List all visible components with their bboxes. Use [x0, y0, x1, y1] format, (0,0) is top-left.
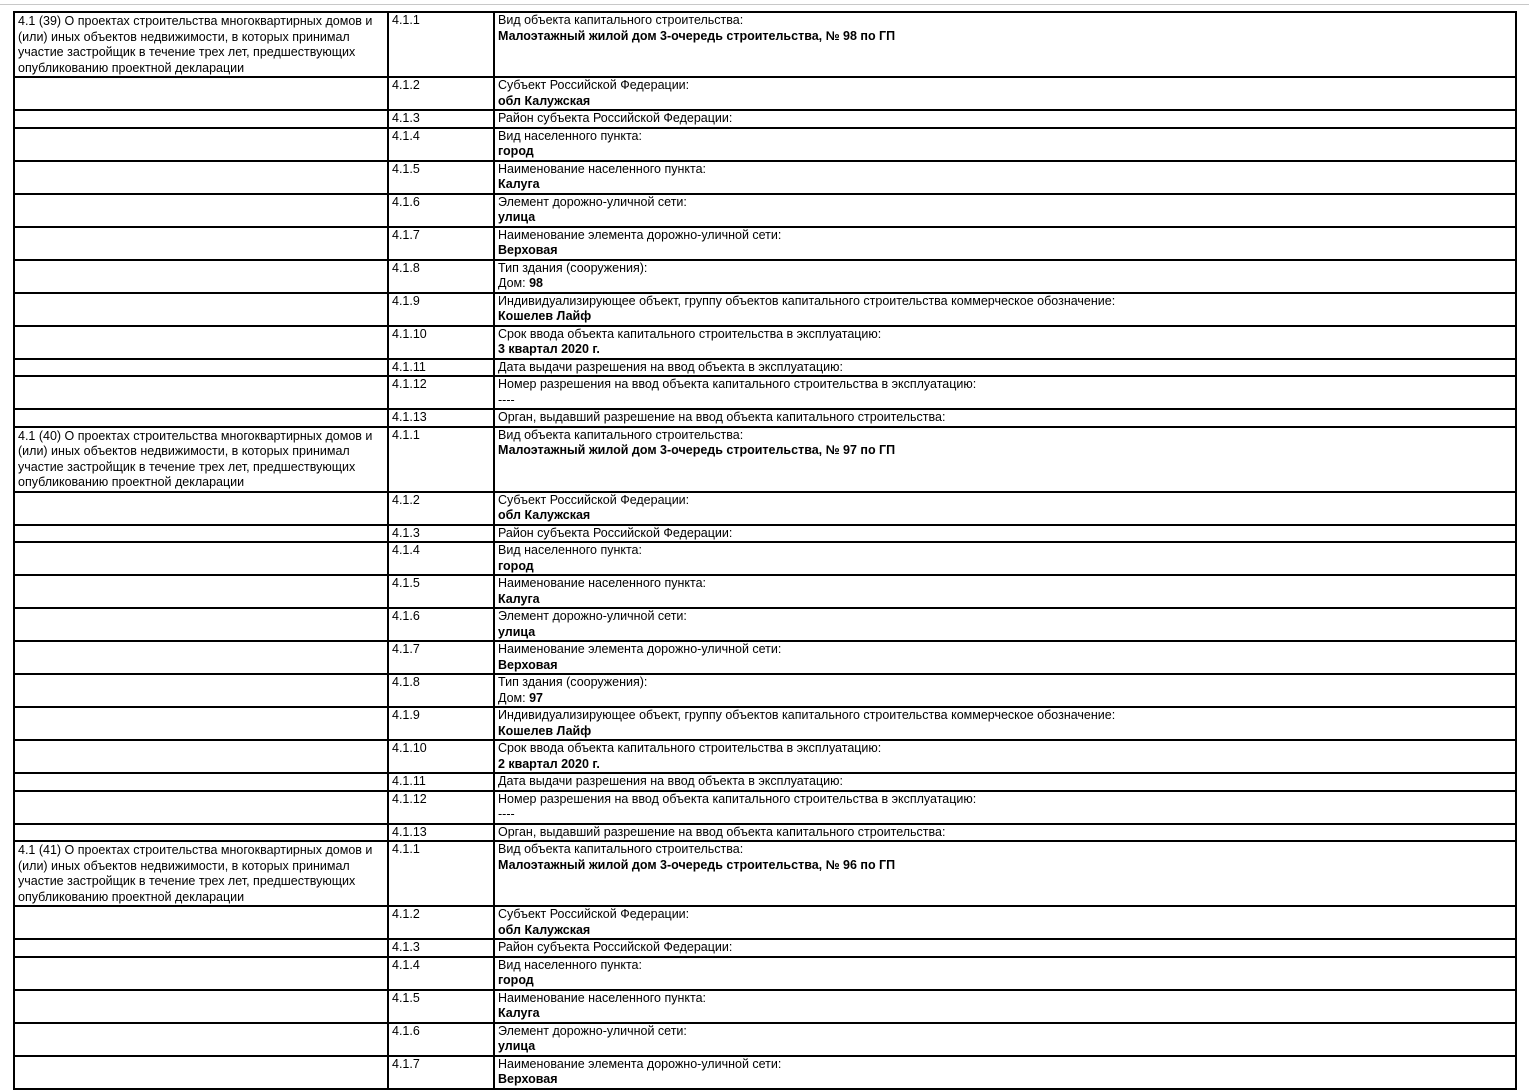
field-value-line [498, 393, 1512, 409]
row-content-cell [494, 227, 1516, 260]
field-label: Элемент дорожно-уличной сети: [498, 1023, 687, 1038]
row-code: 4.1.7 [388, 641, 494, 674]
field-value-line [498, 276, 1512, 292]
row-content-cell [494, 128, 1516, 161]
row-code: 4.1.3 [388, 939, 494, 957]
row-content-cell [494, 77, 1516, 110]
field-value-line [498, 858, 1512, 874]
row-code: 4.1.8 [388, 674, 494, 707]
row-code: 4.1.7 [388, 1056, 494, 1089]
row-content-cell [494, 957, 1516, 990]
field-label: Район субъекта Российской Федерации: [498, 525, 733, 540]
field-label: Наименование элемента дорожно-уличной сети: [498, 642, 782, 656]
field-label: Тип здания (сооружения): [498, 260, 648, 275]
field-label: Вид населенного пункта: [498, 128, 642, 143]
field-value-line [498, 342, 1512, 358]
section-description-cell [14, 674, 388, 707]
row-content-cell [494, 194, 1516, 227]
field-value: улица [498, 624, 536, 639]
section-description [18, 360, 384, 361]
field-value: ---- [498, 392, 515, 407]
table-row [14, 990, 1516, 1023]
row-content-cell [494, 110, 1516, 128]
row-code: 4.1.13 [388, 409, 494, 427]
field-value: обл Калужская [498, 508, 591, 522]
row-content-cell [494, 376, 1516, 409]
field-value-line [498, 757, 1512, 773]
section-description [18, 327, 384, 328]
field-value: улица [498, 1039, 536, 1053]
field-value: улица [498, 210, 536, 224]
field-value-line [498, 559, 1512, 575]
section-description: 4.1 (41) О проектах строительства многоквартирных домов и (или) иных объектов недвижимости, в которых принимал участие застройщик в течение трех лет, предшествующих опубликованию проектной декларации [18, 843, 373, 904]
section-description-cell [14, 359, 388, 377]
field-label: Индивидуализирующее объект, группу объектов капитального строительства коммерческое обозначение: [498, 708, 1116, 722]
section-description [18, 129, 384, 130]
field-label: Срок ввода объекта капитального строительства в эксплуатацию: [498, 326, 882, 341]
section-description-cell [14, 77, 388, 110]
section-description [18, 642, 384, 643]
field-value: Кошелев Лайф [498, 723, 592, 738]
row-content-cell [494, 641, 1516, 674]
table-row [14, 260, 1516, 293]
row-content-cell [494, 12, 1516, 77]
table-row [14, 957, 1516, 990]
section-description [18, 195, 384, 196]
field-value-line [498, 625, 1512, 641]
table-row [14, 194, 1516, 227]
row-code: 4.1.4 [388, 542, 494, 575]
section-description: 4.1 (40) О проектах строительства многоквартирных домов и (или) иных объектов недвижимости, в которых принимал участие застройщик в течение трех лет, предшествующих опубликованию проектной декларации [18, 428, 373, 489]
table-row [14, 161, 1516, 194]
table-row [14, 740, 1516, 773]
field-value: Малоэтажный жилой дом 3-очередь строительства, № 97 по ГП [498, 443, 896, 457]
field-value-line [498, 443, 1512, 459]
section-description-cell [14, 990, 388, 1023]
table-row [14, 525, 1516, 543]
field-value-line [498, 144, 1512, 160]
row-content-cell [494, 824, 1516, 842]
section-description-cell [14, 227, 388, 260]
field-label: Наименование элемента дорожно-уличной сети: [498, 227, 782, 242]
field-label: Срок ввода объекта капитального строительства в эксплуатацию: [498, 741, 882, 755]
section-description-cell [14, 260, 388, 293]
table-row [14, 110, 1516, 128]
row-code: 4.1.13 [388, 824, 494, 842]
row-code: 4.1.10 [388, 740, 494, 773]
table-row [14, 575, 1516, 608]
field-value: Калуга [498, 177, 540, 191]
row-content-cell [494, 906, 1516, 939]
row-content-cell [494, 326, 1516, 359]
section-description-cell [14, 194, 388, 227]
table-row [14, 841, 1516, 906]
section-description [18, 940, 384, 941]
row-content-cell [494, 740, 1516, 773]
section-description-cell [14, 427, 388, 492]
section-description [18, 111, 384, 112]
field-value: Верховая [498, 657, 558, 672]
row-code: 4.1.1 [388, 12, 494, 77]
field-value-line [498, 508, 1512, 524]
row-content-cell [494, 260, 1516, 293]
section-description-cell [14, 376, 388, 409]
table-row [14, 608, 1516, 641]
row-code: 4.1.4 [388, 128, 494, 161]
section-description-cell [14, 293, 388, 326]
section-description [18, 526, 384, 527]
section-description [18, 1024, 384, 1025]
row-code: 4.1.12 [388, 376, 494, 409]
field-label: Орган, выдавший разрешение на ввод объекта капитального строительства: [498, 824, 946, 839]
field-value-prefix: Дом: [498, 276, 530, 290]
field-value-line [498, 210, 1512, 226]
table-row [14, 128, 1516, 161]
section-description-cell [14, 740, 388, 773]
section-description [18, 741, 384, 742]
section-description-cell [14, 841, 388, 906]
row-content-cell [494, 939, 1516, 957]
section-description-cell [14, 128, 388, 161]
row-content-cell [494, 542, 1516, 575]
table-row [14, 227, 1516, 260]
section-description-cell [14, 641, 388, 674]
field-label: Элемент дорожно-уличной сети: [498, 194, 687, 209]
section-description [18, 958, 384, 959]
row-content-cell [494, 1023, 1516, 1056]
table-row [14, 376, 1516, 409]
row-content-cell [494, 791, 1516, 824]
row-code: 4.1.1 [388, 841, 494, 906]
field-value: 97 [529, 690, 544, 705]
row-content-cell [494, 707, 1516, 740]
field-label: Дата выдачи разрешения на ввод объекта в эксплуатацию: [498, 774, 843, 788]
row-content-cell [494, 1056, 1516, 1089]
table-row [14, 1056, 1516, 1089]
row-code: 4.1.11 [388, 773, 494, 791]
section-description-cell [14, 409, 388, 427]
field-value-line [498, 309, 1512, 325]
field-value-line [498, 807, 1512, 823]
row-content-cell [494, 427, 1516, 492]
table-body [14, 12, 1516, 1089]
section-description-cell [14, 824, 388, 842]
table-row [14, 707, 1516, 740]
row-content-cell [494, 773, 1516, 791]
field-label: Субъект Российской Федерации: [498, 492, 690, 507]
row-content-cell [494, 359, 1516, 377]
field-label: Номер разрешения на ввод объекта капитального строительства в эксплуатацию: [498, 377, 977, 391]
row-code: 4.1.7 [388, 227, 494, 260]
field-value-line [498, 724, 1512, 740]
section-description [18, 543, 384, 544]
row-code: 4.1.4 [388, 957, 494, 990]
field-value-line [498, 973, 1512, 989]
row-code: 4.1.6 [388, 194, 494, 227]
field-value-line [498, 94, 1512, 110]
field-label: Субъект Российской Федерации: [498, 907, 690, 921]
row-code: 4.1.3 [388, 525, 494, 543]
section-description [18, 991, 384, 992]
section-description-cell [14, 1056, 388, 1089]
table-row [14, 773, 1516, 791]
row-code: 4.1.8 [388, 260, 494, 293]
field-value: Верховая [498, 1072, 558, 1086]
table-row [14, 674, 1516, 707]
field-label: Орган, выдавший разрешение на ввод объекта капитального строительства: [498, 410, 946, 424]
section-description-cell [14, 957, 388, 990]
section-description-cell [14, 12, 388, 77]
field-value: 3 квартал 2020 г. [498, 342, 600, 356]
field-label: Тип здания (сооружения): [498, 675, 648, 689]
field-value: Верховая [498, 243, 558, 257]
field-value: Кошелев Лайф [498, 309, 592, 323]
section-description-cell [14, 608, 388, 641]
table-row [14, 641, 1516, 674]
section-description [18, 609, 384, 610]
section-description [18, 708, 384, 709]
row-content-cell [494, 575, 1516, 608]
section-description-cell [14, 1023, 388, 1056]
section-description-cell [14, 542, 388, 575]
row-code: 4.1.6 [388, 1023, 494, 1056]
section-description-cell [14, 326, 388, 359]
field-value-line [498, 243, 1512, 259]
section-description-cell [14, 492, 388, 525]
row-code: 4.1.6 [388, 608, 494, 641]
row-code: 4.1.3 [388, 110, 494, 128]
section-description-cell [14, 773, 388, 791]
field-value-line [498, 658, 1512, 674]
section-description [18, 493, 384, 494]
field-label: Субъект Российской Федерации: [498, 78, 690, 92]
section-description [18, 774, 384, 775]
field-value: город [498, 973, 534, 987]
field-label: Номер разрешения на ввод объекта капитального строительства в эксплуатацию: [498, 791, 977, 806]
section-description-cell [14, 575, 388, 608]
field-value-line [498, 29, 1512, 45]
table-row [14, 293, 1516, 326]
field-value: 2 квартал 2020 г. [498, 756, 600, 771]
section-description [18, 675, 384, 676]
section-description [18, 792, 384, 793]
section-description-cell [14, 939, 388, 957]
row-code: 4.1.1 [388, 427, 494, 492]
section-description [18, 1057, 384, 1058]
field-value: Малоэтажный жилой дом 3-очередь строительства, № 96 по ГП [498, 857, 896, 872]
table-row [14, 77, 1516, 110]
table-row [14, 12, 1516, 77]
field-label: Наименование элемента дорожно-уличной сети: [498, 1056, 782, 1071]
table-row [14, 492, 1516, 525]
section-description-cell [14, 707, 388, 740]
row-code: 4.1.2 [388, 906, 494, 939]
field-value-line [498, 691, 1512, 707]
row-content-cell [494, 990, 1516, 1023]
row-code: 4.1.11 [388, 359, 494, 377]
field-value-line [498, 1006, 1512, 1022]
section-description [18, 228, 384, 229]
field-label: Наименование населенного пункта: [498, 161, 707, 176]
row-content-cell [494, 608, 1516, 641]
field-value: обл Калужская [498, 922, 591, 937]
field-value: Малоэтажный жилой дом 3-очередь строительства, № 98 по ГП [498, 28, 896, 43]
field-value: город [498, 144, 534, 158]
row-code: 4.1.2 [388, 492, 494, 525]
row-code: 4.1.12 [388, 791, 494, 824]
field-value-prefix: Дом: [498, 690, 530, 705]
field-value: 98 [529, 276, 544, 290]
row-content-cell [494, 674, 1516, 707]
declaration-table [13, 11, 1517, 1090]
row-content-cell [494, 841, 1516, 906]
table-row [14, 359, 1516, 377]
field-value: ---- [498, 807, 515, 821]
field-value: Калуга [498, 591, 540, 606]
field-label: Вид объекта капитального строительства: [498, 13, 744, 27]
row-code: 4.1.2 [388, 77, 494, 110]
section-description [18, 410, 384, 411]
table-row [14, 326, 1516, 359]
field-label: Наименование населенного пункта: [498, 576, 707, 590]
row-code: 4.1.10 [388, 326, 494, 359]
field-label: Вид объекта капитального строительства: [498, 842, 744, 856]
section-description-cell [14, 791, 388, 824]
row-code: 4.1.5 [388, 990, 494, 1023]
field-label: Район субъекта Российской Федерации: [498, 940, 733, 954]
field-value-line [498, 1039, 1512, 1055]
field-value: обл Калужская [498, 93, 591, 108]
section-description-cell [14, 525, 388, 543]
field-label: Вид населенного пункта: [498, 957, 642, 972]
field-value-line [498, 177, 1512, 193]
section-description [18, 907, 384, 908]
section-description [18, 261, 384, 262]
field-label: Элемент дорожно-уличной сети: [498, 609, 687, 623]
row-content-cell [494, 409, 1516, 427]
field-label: Наименование населенного пункта: [498, 990, 707, 1005]
table-row [14, 542, 1516, 575]
row-code: 4.1.9 [388, 707, 494, 740]
section-description-cell [14, 161, 388, 194]
table-row [14, 906, 1516, 939]
section-description-cell [14, 906, 388, 939]
table-row [14, 1023, 1516, 1056]
field-value: город [498, 558, 534, 573]
field-label: Индивидуализирующее объект, группу объектов капитального строительства коммерческое обозначение: [498, 293, 1116, 308]
field-label: Район субъекта Российской Федерации: [498, 111, 733, 125]
row-content-cell [494, 293, 1516, 326]
section-description [18, 78, 384, 79]
table-row [14, 824, 1516, 842]
row-code: 4.1.5 [388, 161, 494, 194]
section-description-cell [14, 110, 388, 128]
section-description [18, 294, 384, 295]
table-row [14, 427, 1516, 492]
table-row [14, 791, 1516, 824]
row-code: 4.1.9 [388, 293, 494, 326]
row-code: 4.1.5 [388, 575, 494, 608]
field-value: Калуга [498, 1006, 540, 1020]
field-label: Дата выдачи разрешения на ввод объекта в эксплуатацию: [498, 359, 843, 374]
row-content-cell [494, 161, 1516, 194]
page-top-divider [0, 4, 1529, 5]
table-row [14, 939, 1516, 957]
section-description [18, 377, 384, 378]
section-description [18, 576, 384, 577]
section-description [18, 162, 384, 163]
field-label: Вид объекта капитального строительства: [498, 427, 744, 442]
field-label: Вид населенного пункта: [498, 543, 642, 557]
field-value-line [498, 592, 1512, 608]
row-content-cell [494, 492, 1516, 525]
row-content-cell [494, 525, 1516, 543]
section-description: 4.1 (39) О проектах строительства многоквартирных домов и (или) иных объектов недвижимости, в которых принимал участие застройщик в течение трех лет, предшествующих опубликованию проектной декларации [18, 14, 373, 75]
section-description [18, 825, 384, 826]
field-value-line [498, 923, 1512, 939]
table-row [14, 409, 1516, 427]
